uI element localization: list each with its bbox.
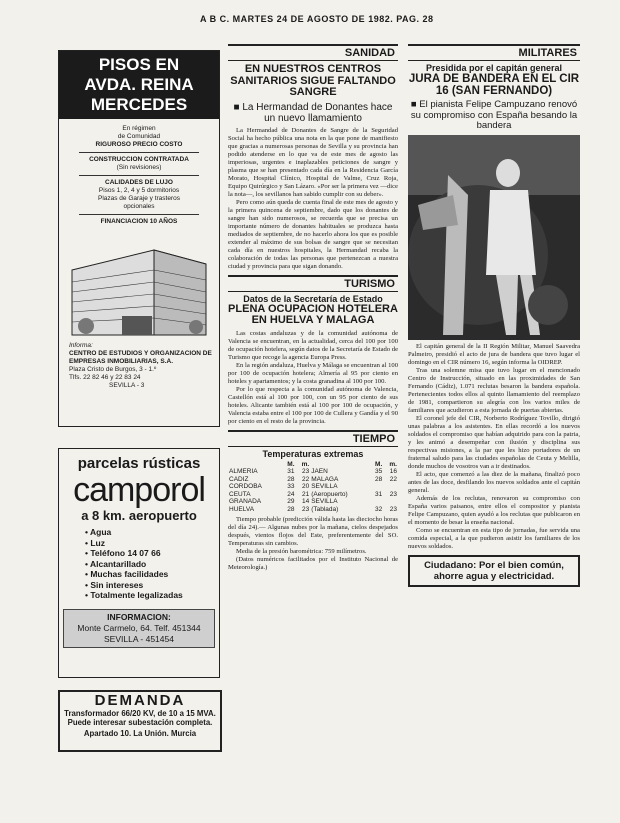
table-header-row xyxy=(228,461,398,469)
building-illustration xyxy=(64,230,214,340)
ad-pisos-title-line: PISOS EN xyxy=(98,55,180,74)
feature-label: Muchas facilidades xyxy=(90,569,169,579)
demanda-title: DEMANDA xyxy=(94,692,186,709)
max: 28 xyxy=(287,475,295,483)
ad-line: FINANCIACION 10 AÑOS xyxy=(100,218,178,225)
min: 23 xyxy=(301,505,310,513)
max: 28 xyxy=(375,475,383,483)
turismo-kicker: Datos de la Secretaría de Estado xyxy=(243,293,383,304)
table-row xyxy=(228,491,398,499)
ad-info-line: CENTRO DE ESTUDIOS Y ORGANIZACION DE xyxy=(69,350,212,357)
city: MALAGA xyxy=(311,475,339,483)
tiempo-pressure: Media de la presión barométrica: 759 milímetros. xyxy=(236,548,367,556)
camporol-brand: camporol xyxy=(73,471,205,509)
militares-subhead-text: El pianista Felipe Campuzano renovó su compromiso con España besando la bandera xyxy=(410,99,578,132)
ad-line: de Comunidad xyxy=(117,133,161,140)
section-turismo: TURISMO xyxy=(228,275,398,292)
ad-line: Plazas de Garaje y trasteros xyxy=(97,195,180,202)
middle-column xyxy=(228,44,398,764)
sanidad-headline: EN NUESTROS CENTROS SANITARIOS SIGUE FALTANDO SANGRE xyxy=(230,63,396,99)
min: 14 xyxy=(301,498,310,506)
camporol-features xyxy=(85,527,219,601)
militares-kicker: Presidida por el capitán general xyxy=(425,63,563,73)
turismo-paragraph: En la región andaluza, Huelva y Málaga se encuentran al 100 por 100 de ocupación hotelera; Almería al 95 por ciento en hoteles y apartamentos; y la costa granadina al 100 por 100. xyxy=(228,361,398,385)
ad-line: RIGUROSO PRECIO COSTO xyxy=(95,141,183,148)
min: 23 xyxy=(301,468,310,476)
militares-headline: JURA DE BANDERA EN EL CIR 16 (SAN FERNANDO) xyxy=(408,73,580,98)
militares-paragraph: Tras una solemne misa que tuvo lugar en el mencionado Centro de Instrucción, situado en las proximidades de San Fernando (Cádiz), 1.071 reclutas besaron la bandera española. Pertenecientes todos ellos al quinto llamamiento del reemplazo de 1981, compartieron su alegría con los varios miles de familiares que acudieron a esta jornada de puertas abiertas. xyxy=(408,366,580,414)
min: 21 xyxy=(301,490,310,498)
col-header: m. xyxy=(389,460,397,468)
city: CEUTA xyxy=(229,490,251,498)
min: 23 xyxy=(389,505,397,513)
tiempo-source: (Datos numéricos facilitados por el Instituto Nacional de Meteorología.) xyxy=(228,556,398,572)
min: 16 xyxy=(389,468,397,476)
page-header: A B C. MARTES 24 DE AGOSTO DE 1982. PAG. 28 xyxy=(200,14,434,24)
militares-paragraph: El capitán general de la II Región Militar, Manuel Saavedra Palmeiro, presidió el acto de jura de bandera que tuvo lugar el domingo en el CIR número 16, según informa la OIDREP. xyxy=(408,342,580,366)
ad-pisos-info xyxy=(59,342,219,390)
city: (Tablada) xyxy=(311,505,339,513)
min xyxy=(383,498,398,506)
tiempo-forecast: Tiempo probable (predicción válida hasta las dieciocho horas del día 24).— Algunas nubes por la mañana, cielos despejados después, vientos flojos del Este, preferentemente del SO. Temperaturas sin cambios. xyxy=(228,516,398,548)
militares-paragraph: El coronel jefe del CIR, Norberto Rodríguez Tovillo, dirigió unas palabras a los asistentes. En ellas recordó a los nuevos soldados el compromiso que habían adquirido para con la patria, y les animó a desempeñar con ilusión y disciplina sus respectivas misiones, a la par que les hizo portadores de un fraternal saludo para las ciudades españolas de Ceuta y Melilla, donde muchos de vosotros van a ir destinados. xyxy=(408,414,580,470)
ad-pisos xyxy=(58,50,220,427)
feature-label: Agua xyxy=(90,527,112,537)
feature-label: Alcantarillado xyxy=(90,558,147,569)
ciudadano-notice: Ciudadano: Por el bien común, ahorre agua y electricidad. xyxy=(408,555,580,587)
feature-item: • Alcantarillado xyxy=(85,558,147,569)
turismo-paragraph: Por lo que respecta a la comunidad autónoma de Valencia, Castellón está al 100 por 100, con un 95 por ciento de sus hoteles. Alicante también está al 100 por 100 de ocupación, y Valencia estaba entre el 100 por 100 de Cullera y Gandía y el 90 por ciento en el resto de la provincia. xyxy=(228,385,398,425)
militares-paragraph: Además de los reclutas, renovaron su compromiso con España varios paisanos, entre ellos el compositor y pianista Felipe Campuzano, quien ayudó a los reclutas que publicaron en el momento de besar la enseña nacional. xyxy=(408,494,580,526)
max xyxy=(369,498,383,506)
feature-item: • Muchas facilidades xyxy=(85,569,169,579)
ad-info-line: Tlfs. 22 82 46 y 22 83 24 xyxy=(69,374,141,381)
sanidad-paragraph: La Hermandad de Donantes de Sangre de la Seguridad Social ha hecho pública una nota en la que pone de manifiesto que gracias a numerosas personas de Sevilla y su provincia han podido atenderse en lo que va de este mes de agosto las imperiosas, urgentes e inaplazables peticiones de sangre y plasma que se han presentado cada día en la Residencia García Morato, Hospital Clínico, Hospital de Valme, Cruz Roja, Equipo Quirúrgico y San Lázaro. «Por ser la primera vez —dice la nota—, los sevillanos han sabido cumplir con su deber». xyxy=(228,126,398,198)
table-row xyxy=(228,506,398,514)
city: SEVILLA xyxy=(311,498,338,506)
city: SEVILLA xyxy=(311,483,338,491)
max: 28 xyxy=(287,505,295,513)
feature-label: Sin intereses xyxy=(90,579,144,590)
camporol-info-address: Monte Carmelo, 64. Telf. 451344 xyxy=(77,622,201,633)
city: GRANADA xyxy=(229,498,262,506)
sanidad-paragraph: Pero como aún queda de cuenta final de este mes de agosto y la primera quincena de septiembre, dado que los donantes de sangre han sido numerosos, se recuerda que se precisa un importante número de donantes habituales se produzca hasta mediados de septiembre, de no hacerlo ahora los que es posible extender al máximo de sus bolsas de sangre que se necesitan cada día en nuestros hospitales, la Hermandad recaba la colaboración de todas las personas que pertenezcan a nuestra ciudad y provincia para que sigan donando. xyxy=(228,198,398,270)
table-row xyxy=(228,468,398,476)
ad-line: Pisos 1, 2, 4 y 5 dormitorios xyxy=(98,187,180,194)
table-row xyxy=(228,498,398,506)
min: 22 xyxy=(389,475,397,483)
ad-pisos-title-line: AVDA. REINA xyxy=(84,75,194,94)
temperature-table xyxy=(228,461,398,514)
city: (Aeropuerto) xyxy=(311,490,348,498)
right-column xyxy=(408,44,580,764)
sanidad-subhead: ■ La Hermandad de Donantes hace un nuevo llamamiento xyxy=(233,101,393,124)
jura-photo xyxy=(408,135,580,340)
militares-paragraph: El acto, que comenzó a las diez de la mañana, finalizó poco antes de las doce, desfilando los nuevos soldados ante el capitán general. xyxy=(408,470,580,494)
camporol-info-city: SEVILLA - 451454 xyxy=(104,633,174,644)
demanda-contact: Apartado 10. La Unión. Murcia xyxy=(83,729,197,738)
table-row xyxy=(228,483,398,491)
table-row xyxy=(228,476,398,484)
min: 22 xyxy=(301,475,310,483)
feature-item: • Totalmente legalizadas xyxy=(85,590,183,600)
city: HUELVA xyxy=(229,505,255,513)
max: 24 xyxy=(287,490,295,498)
max: 31 xyxy=(375,490,383,498)
feature-item: • Luz xyxy=(85,537,105,548)
max: 31 xyxy=(287,468,295,476)
col-header: M. xyxy=(287,460,295,468)
feature-label: Totalmente legalizadas xyxy=(90,590,183,600)
min: 23 xyxy=(389,490,397,498)
camporol-distance: a 8 km. aeropuerto xyxy=(81,508,197,523)
section-sanidad: SANIDAD xyxy=(228,44,398,61)
col-header: M. xyxy=(375,460,383,468)
ad-line: CALIDADES DE LUJO xyxy=(105,179,173,186)
max: 29 xyxy=(287,498,295,506)
ad-demanda xyxy=(58,690,222,752)
ad-line: (Sin revisiones) xyxy=(116,164,162,171)
ad-pisos-title-line: MERCEDES xyxy=(90,95,188,114)
sanidad-subhead-text: La Hermandad de Donantes hace un nuevo llamamiento xyxy=(242,101,393,124)
ad-info-line: Informa: xyxy=(69,342,93,349)
ad-line: CONSTRUCCION CONTRATADA xyxy=(89,156,189,163)
turismo-headline: PLENA OCUPACION HOTELERA EN HUELVA Y MALAGA xyxy=(228,302,398,327)
max xyxy=(369,483,383,491)
demanda-text: Transformador 66/20 KV, de 10 a 15 MVA. Puede interesar subestación completa. xyxy=(64,709,216,727)
camporol-info xyxy=(63,609,215,648)
turismo-paragraph: Las costas andaluzas y de la comunidad autónoma de Valencia se encuentran, en la actualidad, cerca del 100 por 100 de ocupación hotelera, según datos de la Secretaría de Estado de Turismo que recoge la agencia Europa Press. xyxy=(228,329,398,361)
ad-info-line: SEVILLA - 3 xyxy=(109,382,145,389)
section-militares: MILITARES xyxy=(408,44,580,61)
city: ALMERIA xyxy=(229,468,258,476)
feature-item: • Sin intereses xyxy=(85,579,144,590)
max: 33 xyxy=(287,483,295,491)
camporol-title: parcelas rústicas xyxy=(77,455,201,472)
min: 20 xyxy=(301,483,310,491)
col-header: m. xyxy=(301,460,310,468)
city: JAEN xyxy=(311,468,328,476)
ad-camporol xyxy=(58,448,220,678)
ad-pisos-lines xyxy=(59,125,219,226)
feature-item: • Agua xyxy=(85,527,112,537)
ad-pisos-title xyxy=(59,51,219,119)
feature-item: • Teléfono 14 07 66 xyxy=(85,548,161,558)
ad-line: opcionales xyxy=(123,203,155,210)
max: 35 xyxy=(375,468,383,476)
city: CADIZ xyxy=(229,475,249,483)
max: 32 xyxy=(375,505,383,513)
feature-label: Teléfono 14 07 66 xyxy=(90,548,161,558)
tiempo-title: Temperaturas extremas xyxy=(262,448,364,459)
feature-label: Luz xyxy=(90,537,105,548)
ad-info-line: Plaza Cristo de Burgos, 3 - 1.º xyxy=(69,366,157,373)
militares-subhead: ■ El pianista Felipe Campuzano renovó su compromiso con España besando la bandera xyxy=(410,99,578,132)
min xyxy=(383,483,398,491)
ad-info-line: EMPRESAS INMOBILIARIAS, S.A. xyxy=(69,358,174,365)
camporol-info-title: INFORMACION: xyxy=(107,611,171,622)
section-tiempo: TIEMPO xyxy=(228,430,398,447)
militares-paragraph: Como se encuentran en esta tipo de jornadas, fue servida una comida especial, a la que pudieron asistir los familiares de los nuevos soldados. xyxy=(408,526,580,550)
ad-line: En régimen xyxy=(122,125,156,132)
city: CORDOBA xyxy=(229,483,262,491)
